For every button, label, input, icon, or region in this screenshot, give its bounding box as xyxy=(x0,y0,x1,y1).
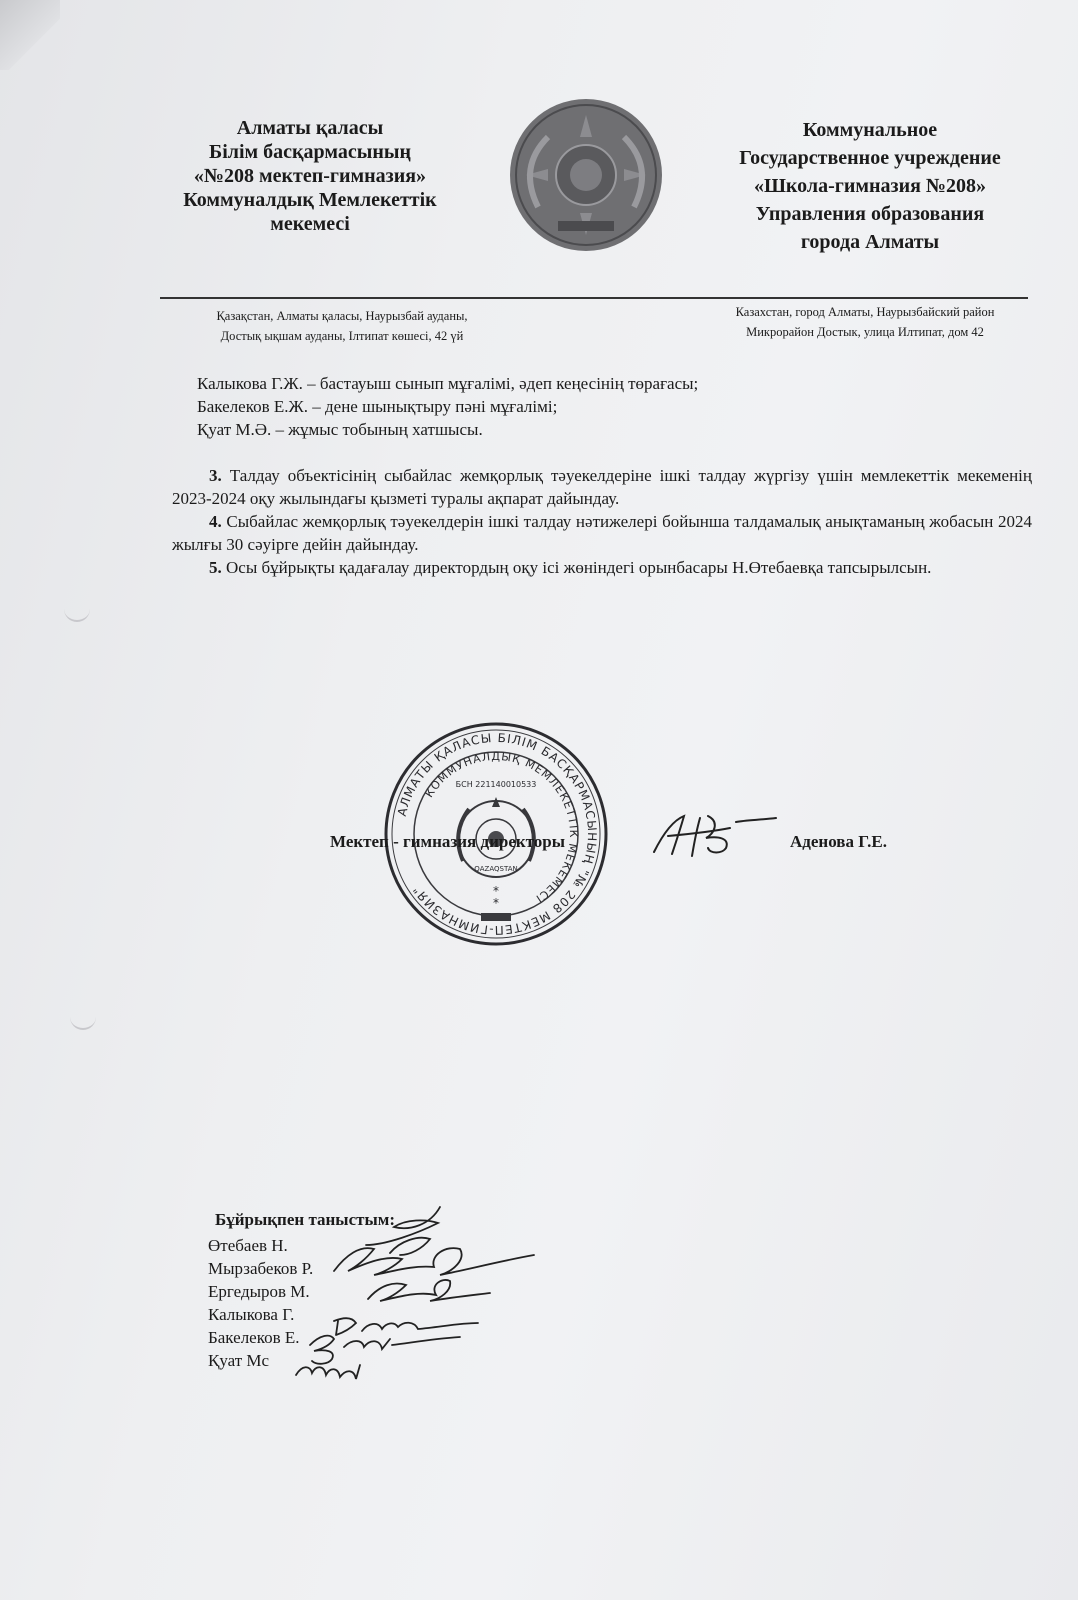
stamp-bar xyxy=(481,913,511,921)
member-line: Калыкова Г.Ж. – бастауыш сынып мұғалімі, әдеп кеңесінің төрағасы; xyxy=(197,374,699,393)
kazakhstan-state-emblem-icon xyxy=(508,97,664,253)
header-right-line: города Алматы xyxy=(800,231,940,253)
item-text: Осы бұйрықты қадағалау директордың оқу ісі жөніндегі орынбасары Н.Өтебаевқа тапсырылсын. xyxy=(221,558,932,577)
header-right-line: Коммунальное xyxy=(802,119,938,141)
header-right-line: «Школа-гимназия №208» xyxy=(753,175,987,197)
item-text: Талдау объектісінің сыбайлас жемқорлық тәуекелдеріне ішкі талдау жүргізу үшін мемлекеттік мекеменің 2023-2024 оқу жылындағы қызметі туралы ақпарат дайындау. xyxy=(172,466,1032,508)
acknowledgement-name: Ергедыров М. xyxy=(208,1282,310,1301)
address-russian xyxy=(700,302,1030,342)
acknowledgement-name: Калыкова Г. xyxy=(208,1305,295,1324)
stamp-star-icon: * xyxy=(493,896,499,910)
header-kazakh xyxy=(150,116,470,236)
header-right-line: Управления образования xyxy=(755,203,985,225)
acknowledgement-name: Өтебаев Н. xyxy=(208,1236,288,1255)
acknowledgement-name: Мырзабеков Р. xyxy=(208,1259,314,1278)
order-item-3 xyxy=(172,464,1032,510)
header-russian xyxy=(700,116,1040,256)
header-left-line: Алматы қаласы xyxy=(236,117,384,139)
acknowledgement-name: Бакелеков Е. xyxy=(208,1328,300,1347)
member-line: Қуат М.Ә. – жұмыс тобының хатшысы. xyxy=(197,420,483,439)
director-name: Аденова Г.Е. xyxy=(790,832,887,851)
page-corner-shadow xyxy=(0,0,60,70)
header-right-line: Государственное учреждение xyxy=(739,147,1001,169)
acknowledgement-title: Бұйрықпен таныстым: xyxy=(215,1210,395,1229)
punch-hole-mark xyxy=(64,606,90,622)
stamp-inner-text: КОММУНАЛДЫҚ МЕМЛЕКЕТТІК МЕКЕМЕСІ xyxy=(422,749,581,906)
item-number: 5. xyxy=(209,558,222,577)
order-body xyxy=(172,372,1032,579)
header-divider xyxy=(160,297,1028,299)
order-item-4 xyxy=(172,510,1032,556)
stamp-bin: БСН 221140010533 xyxy=(455,780,537,789)
header-left-line: Коммуналдық Мемлекеттік xyxy=(183,189,437,211)
address-kazakh xyxy=(172,306,512,346)
item-number: 4. xyxy=(209,512,222,531)
punch-hole-mark xyxy=(70,1014,96,1030)
header-left-line: Білім басқармасының xyxy=(208,141,412,163)
acknowledgement-name: Қуат Мс xyxy=(208,1351,270,1370)
order-item-5 xyxy=(172,556,1032,579)
stamp-outer-text: АЛМАТЫ ҚАЛАСЫ БІЛІМ БАСҚАРМАСЫНЫҢ "№ 208 МЕКТЕП-ГИМНАЗИЯ" xyxy=(394,730,600,938)
stamp-center-label: QAZAQSTAN xyxy=(474,865,518,873)
item-text: Сыбайлас жемқорлық тәуекелдерін ішкі талдау нәтижелері бойынша талдамалық анықтаманың жобасын 2024 жылғы 30 сәуірге дейін дайындау. xyxy=(172,512,1032,554)
director-handwritten-signature xyxy=(650,812,780,858)
address-left-line: Қазақстан, Алматы қаласы, Наурызбай ауданы, xyxy=(216,309,468,323)
item-number: 3. xyxy=(209,466,222,485)
stamp-star-icon: * xyxy=(493,884,499,898)
address-left-line: Достық ықшам ауданы, Ілтипат көшесі, 42 үй xyxy=(220,329,464,343)
header-left-line: мекемесі xyxy=(270,213,350,235)
director-title: Мектеп - гимназия директоры xyxy=(330,832,566,851)
acknowledgement-signatures xyxy=(290,1205,550,1405)
svg-text:КОММУНАЛДЫҚ МЕМЛЕКЕТТІК МЕКЕМЕ xyxy=(423,750,580,906)
member-line: Бакелеков Е.Ж. – дене шынықтыру пәні мұғалімі; xyxy=(197,397,558,416)
address-right-line: Микрорайон Достык, улица Илтипат, дом 42 xyxy=(746,325,984,339)
address-right-line: Казахстан, город Алматы, Наурызбайский район xyxy=(735,305,995,319)
header-left-line: «№208 мектеп-гимназия» xyxy=(193,165,427,187)
